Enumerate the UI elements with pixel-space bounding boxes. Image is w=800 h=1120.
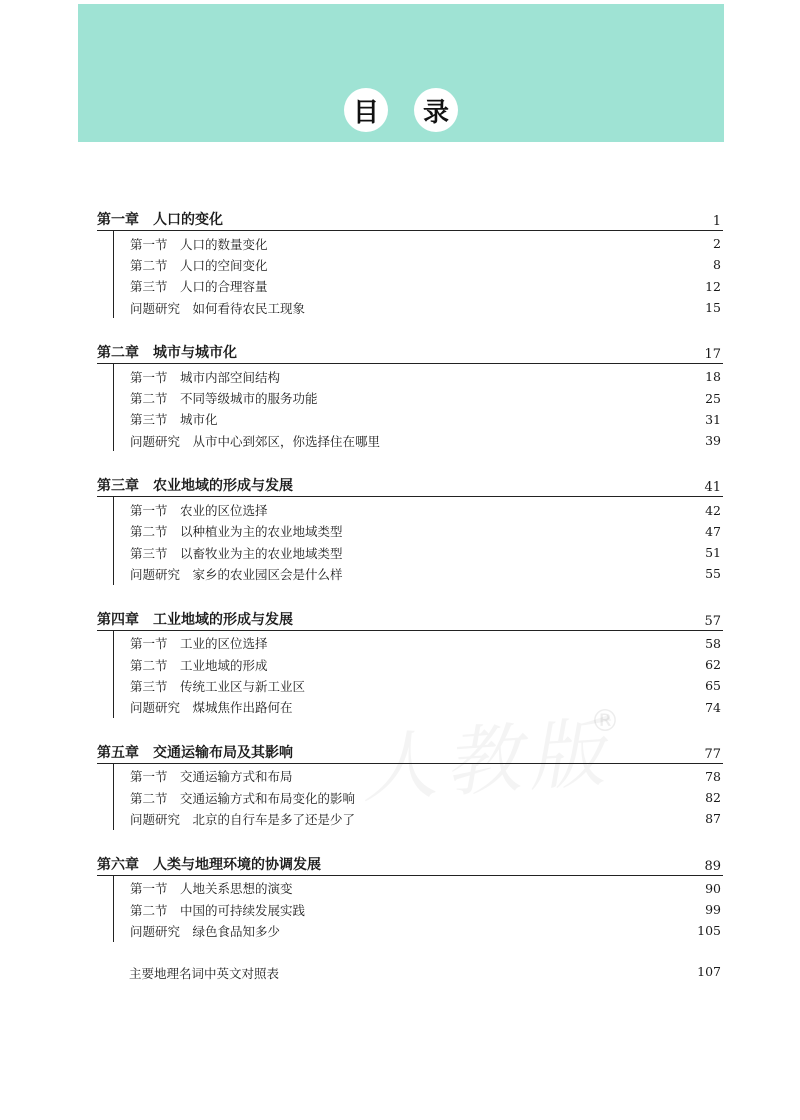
section-page-number: 51	[705, 545, 721, 561]
chapter-title: 第二章 城市与城市化	[97, 345, 237, 362]
section-page-number: 2	[713, 236, 721, 252]
section-list	[113, 364, 723, 451]
chapter-heading[interactable]	[97, 340, 723, 364]
section-page-number: 78	[705, 768, 721, 784]
page-title	[78, 88, 724, 132]
section-entry[interactable]	[114, 499, 723, 520]
section-page-number: 18	[705, 369, 721, 385]
chapter-title: 第五章 交通运输布局及其影响	[97, 744, 293, 761]
section-title: 第二节 中国的可持续发展实践	[130, 902, 306, 918]
chapter-heading[interactable]	[97, 607, 723, 631]
chapter-block	[97, 607, 723, 718]
section-entry[interactable]	[114, 920, 723, 941]
section-page-number: 25	[705, 390, 721, 406]
chapter-block	[97, 473, 723, 584]
section-entry[interactable]	[114, 878, 723, 899]
chapter-block	[97, 740, 723, 830]
section-title: 问题研究 如何看待农民工现象	[130, 300, 306, 316]
section-title: 第三节 人口的合理容量	[130, 279, 268, 295]
section-title: 第三节 城市化	[130, 412, 218, 428]
section-page-number: 12	[705, 278, 721, 294]
section-page-number: 99	[705, 902, 721, 918]
section-title: 第一节 人地关系思想的演变	[130, 881, 293, 897]
section-title: 第二节 交通运输方式和布局变化的影响	[130, 790, 356, 806]
section-title: 问题研究 北京的自行车是多了还是少了	[130, 811, 356, 827]
section-entry[interactable]	[114, 654, 723, 675]
section-title: 问题研究 家乡的农业园区会是什么样	[130, 566, 343, 582]
chapter-page-number: 57	[704, 613, 721, 629]
section-title: 第二节 人口的空间变化	[130, 257, 268, 273]
chapter-title: 第三章 农业地域的形成与发展	[97, 478, 293, 495]
section-page-number: 87	[705, 811, 721, 827]
header-band	[78, 4, 724, 142]
chapter-block	[97, 340, 723, 451]
table-of-contents	[97, 207, 723, 982]
section-title: 第三节 以畜牧业为主的农业地域类型	[130, 545, 343, 561]
section-entry[interactable]	[114, 276, 723, 297]
section-entry[interactable]	[114, 387, 723, 408]
section-entry[interactable]	[114, 521, 723, 542]
chapter-heading[interactable]	[97, 852, 723, 876]
section-entry[interactable]	[114, 808, 723, 829]
section-entry[interactable]	[114, 675, 723, 696]
section-entry[interactable]	[114, 563, 723, 584]
section-page-number: 82	[705, 790, 721, 806]
chapter-page-number: 89	[704, 858, 721, 874]
chapter-block	[97, 207, 723, 318]
chapter-heading[interactable]	[97, 740, 723, 764]
section-title: 问题研究 从市中心到郊区，你选择住在哪里	[130, 433, 381, 449]
section-list	[113, 231, 723, 318]
chapter-heading[interactable]	[97, 473, 723, 497]
section-page-number: 74	[705, 699, 721, 715]
section-entry[interactable]	[114, 430, 723, 451]
section-page-number: 105	[697, 923, 721, 939]
section-entry[interactable]	[114, 297, 723, 318]
section-entry[interactable]	[114, 254, 723, 275]
title-char: 录	[414, 88, 458, 132]
appendix-title: 主要地理名词中英文对照表	[129, 965, 280, 981]
appendix-entry[interactable]	[97, 964, 723, 982]
section-page-number: 62	[705, 657, 721, 672]
section-page-number: 31	[705, 411, 721, 427]
section-title: 第一节 工业的区位选择	[130, 636, 268, 652]
section-page-number: 47	[705, 523, 721, 539]
section-list	[113, 876, 723, 942]
section-list	[113, 631, 723, 718]
section-entry[interactable]	[114, 233, 723, 254]
section-list	[113, 764, 723, 830]
section-page-number: 90	[705, 880, 721, 896]
chapter-title: 第一章 人口的变化	[97, 212, 223, 228]
section-title: 第一节 农业的区位选择	[130, 503, 268, 519]
section-title: 第一节 人口的数量变化	[130, 236, 268, 252]
chapter-title: 第六章 人类与地理环境的协调发展	[97, 856, 321, 873]
section-page-number: 39	[705, 433, 721, 449]
section-title: 第一节 交通运输方式和布局	[130, 769, 293, 785]
chapter-block	[97, 852, 723, 942]
chapter-heading[interactable]	[97, 207, 723, 231]
section-page-number: 8	[713, 257, 721, 273]
section-page-number: 42	[705, 502, 721, 518]
registered-mark: ®	[590, 704, 620, 739]
section-entry[interactable]	[114, 696, 723, 717]
section-entry[interactable]	[114, 366, 723, 387]
chapter-list	[97, 207, 723, 942]
section-entry[interactable]	[114, 766, 723, 787]
appendix-page: 107	[697, 963, 721, 979]
section-entry[interactable]	[114, 899, 723, 920]
section-entry[interactable]	[114, 542, 723, 563]
section-title: 问题研究 煤城焦作出路何在	[130, 700, 293, 716]
section-title: 第二节 不同等级城市的服务功能	[130, 391, 318, 407]
chapter-page-number: 77	[704, 746, 721, 762]
section-entry[interactable]	[114, 633, 723, 654]
section-page-number: 58	[705, 635, 721, 651]
section-title: 第一节 城市内部空间结构	[130, 369, 281, 385]
section-entry[interactable]	[114, 409, 723, 430]
section-list	[113, 497, 723, 584]
section-page-number: 65	[705, 678, 721, 694]
section-entry[interactable]	[114, 787, 723, 808]
title-char: 目	[344, 88, 388, 132]
section-title: 第三节 传统工业区与新工业区	[130, 678, 306, 694]
section-title: 第二节 以种植业为主的农业地域类型	[130, 524, 343, 540]
section-title: 问题研究 绿色食品知多少	[130, 923, 281, 939]
section-page-number: 55	[705, 566, 721, 582]
chapter-title: 第四章 工业地域的形成与发展	[97, 611, 293, 628]
chapter-page-number: 41	[704, 480, 721, 496]
chapter-page-number: 17	[704, 347, 721, 363]
chapter-page-number: 1	[712, 214, 721, 229]
section-title: 第二节 工业地域的形成	[130, 657, 268, 673]
section-page-number: 15	[705, 300, 721, 316]
